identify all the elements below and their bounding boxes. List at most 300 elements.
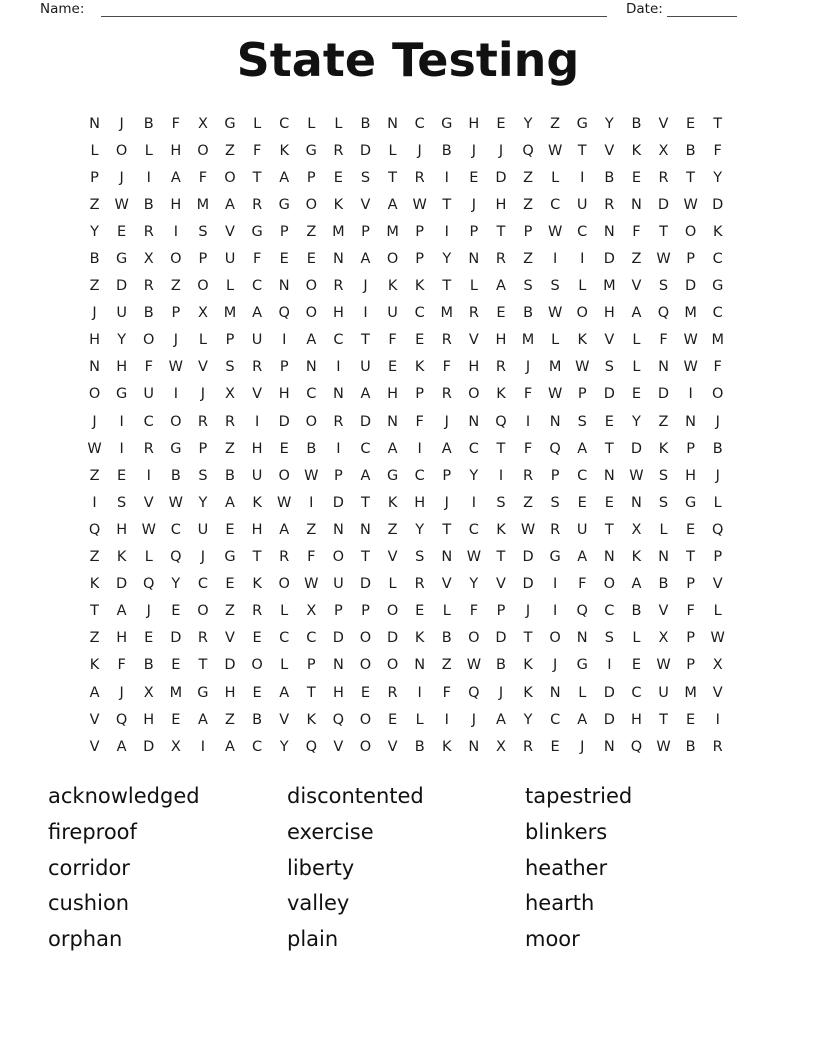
grid-letter: U <box>251 332 263 349</box>
grid-letter: T <box>604 440 614 457</box>
grid-letter: A <box>252 305 263 322</box>
grid-letter: Q <box>522 142 534 159</box>
grid-letter: Z <box>225 440 235 457</box>
word-column <box>287 779 424 958</box>
grid-letter: J <box>471 142 476 159</box>
grid-letter: N <box>468 413 480 430</box>
grid-letter: V <box>360 196 371 213</box>
name-blank-line <box>101 1 607 17</box>
grid-letter: U <box>197 521 209 538</box>
grid-letter: C <box>712 305 723 322</box>
grid-letter: V <box>712 684 723 701</box>
grid-letter: E <box>631 657 641 674</box>
grid-letter: J <box>200 386 206 403</box>
grid-letter: P <box>713 549 723 566</box>
grid-letter: V <box>225 223 235 240</box>
grid-letter: C <box>333 332 344 349</box>
grid-letter: U <box>251 467 263 484</box>
grid-letter: E <box>631 386 641 403</box>
grid-letter: C <box>252 738 263 755</box>
grid-letter: K <box>523 657 533 674</box>
word-column <box>48 779 200 958</box>
grid-letter: V <box>658 115 669 132</box>
grid-letter: Q <box>170 549 182 566</box>
grid-letter: O <box>359 738 372 755</box>
grid-letter: L <box>144 549 153 566</box>
grid-letter: K <box>442 738 452 755</box>
grid-letter: P <box>361 223 370 240</box>
grid-letter: R <box>197 630 208 647</box>
word-item: orphan <box>48 927 123 952</box>
grid-letter: W <box>656 657 671 674</box>
grid-letter: T <box>442 196 452 213</box>
grid-letter: O <box>278 467 290 484</box>
grid-letter: B <box>685 142 696 159</box>
grid-letter: R <box>252 359 263 376</box>
grid-letter: C <box>414 115 425 132</box>
grid-letter: N <box>332 657 344 674</box>
grid-letter: E <box>496 115 506 132</box>
grid-letter: P <box>550 467 560 484</box>
grid-letter: R <box>197 413 208 430</box>
grid-letter: A <box>279 169 290 186</box>
grid-letter: B <box>658 576 669 593</box>
grid-letter: G <box>441 115 453 132</box>
grid-letter: N <box>658 359 669 376</box>
grid-letter: T <box>496 549 506 566</box>
grid-letter: S <box>360 169 371 186</box>
grid-letter: Z <box>523 196 534 213</box>
grid-letter: V <box>658 603 669 620</box>
grid-letter: G <box>170 440 182 457</box>
grid-letter: D <box>278 413 290 430</box>
grid-letter: J <box>92 413 97 430</box>
grid-letter: O <box>224 169 236 186</box>
grid-letter: I <box>417 684 422 701</box>
grid-letter: J <box>417 142 422 159</box>
grid-letter: C <box>604 603 615 620</box>
grid-letter: N <box>387 115 398 132</box>
grid-letter: K <box>414 359 425 376</box>
grid-letter: T <box>442 521 452 538</box>
grid-letter: F <box>659 332 668 349</box>
grid-letter: K <box>89 657 100 674</box>
grid-letter: Z <box>89 549 100 566</box>
grid-letter: A <box>116 603 127 620</box>
grid-letter: J <box>200 549 206 566</box>
grid-letter: T <box>306 684 316 701</box>
grid-letter: X <box>658 142 669 159</box>
grid-letter: W <box>114 196 129 213</box>
grid-letter: K <box>496 521 506 538</box>
grid-letter: V <box>143 494 154 511</box>
grid-letter: P <box>686 630 695 647</box>
grid-letter: P <box>334 603 343 620</box>
grid-letter: B <box>685 738 696 755</box>
grid-letter: U <box>116 305 127 322</box>
grid-letter: Y <box>117 332 127 349</box>
grid-letter: S <box>604 630 614 647</box>
grid-letter: R <box>279 549 290 566</box>
grid-letter: C <box>170 521 181 538</box>
grid-letter: I <box>173 386 178 403</box>
grid-letter: H <box>630 711 642 728</box>
grid-letter: E <box>171 603 181 620</box>
grid-letter: K <box>631 549 642 566</box>
grid-letter: N <box>414 657 426 674</box>
grid-letter: D <box>657 386 670 403</box>
grid-letter: L <box>388 576 397 593</box>
grid-letter: E <box>279 251 289 268</box>
grid-letter: C <box>631 684 642 701</box>
grid-letter: P <box>306 657 316 674</box>
grid-letter: O <box>305 278 317 295</box>
grid-letter: H <box>495 196 507 213</box>
grid-letter: N <box>468 251 480 268</box>
grid-letter: F <box>198 169 208 186</box>
grid-letter: O <box>170 413 182 430</box>
grid-letter: O <box>278 576 290 593</box>
grid-letter: Q <box>278 305 290 322</box>
grid-letter: I <box>173 223 178 240</box>
grid-letter: P <box>415 223 425 240</box>
grid-letter: J <box>92 305 97 322</box>
grid-letter: P <box>686 440 695 457</box>
grid-letter: Y <box>469 467 479 484</box>
grid-letter: X <box>631 521 642 538</box>
grid-letter: T <box>361 332 370 349</box>
grid-letter: R <box>604 196 615 213</box>
grid-letter: C <box>279 630 290 647</box>
grid-letter: V <box>495 576 506 593</box>
grid-letter: R <box>143 223 154 240</box>
grid-letter: R <box>658 169 669 186</box>
grid-letter: M <box>521 332 535 349</box>
date-blank-line <box>667 1 737 17</box>
word-item: exercise <box>287 819 374 844</box>
grid-letter: C <box>577 467 588 484</box>
grid-letter: O <box>386 603 399 620</box>
grid-letter: D <box>170 630 182 647</box>
grid-letter: C <box>306 386 317 403</box>
grid-letter: E <box>171 657 181 674</box>
grid-letter: V <box>252 386 263 403</box>
word-item: tapestried <box>525 784 633 808</box>
grid-letter: R <box>441 386 452 403</box>
grid-letter: H <box>89 332 100 349</box>
grid-letter: K <box>116 549 127 566</box>
grid-letter: C <box>279 115 290 132</box>
grid-letter: J <box>173 332 178 349</box>
grid-letter: O <box>115 142 128 159</box>
grid-letter: N <box>603 467 615 484</box>
grid-letter: I <box>553 251 558 268</box>
grid-letter: P <box>198 440 208 457</box>
grid-letter: N <box>576 630 588 647</box>
grid-letter: K <box>712 223 723 240</box>
grid-letter: E <box>252 630 262 647</box>
grid-letter: I <box>336 440 341 457</box>
grid-letter: B <box>631 115 642 132</box>
grid-letter: B <box>143 305 154 322</box>
grid-letter: G <box>305 142 317 159</box>
grid-letter: A <box>279 684 290 701</box>
grid-letter: F <box>252 142 262 159</box>
grid-letter: D <box>359 142 372 159</box>
grid-letter: N <box>603 223 615 240</box>
grid-letter: O <box>468 386 480 403</box>
grid-letter: E <box>117 223 127 240</box>
grid-letter: D <box>495 169 507 186</box>
grid-letter: J <box>498 684 504 701</box>
grid-letter: B <box>495 657 506 674</box>
grid-letter: D <box>685 278 697 295</box>
grid-letter: P <box>496 603 506 620</box>
grid-letter: A <box>577 440 588 457</box>
grid-letter: G <box>576 657 588 674</box>
grid-letter: L <box>551 332 560 349</box>
grid-letter: W <box>168 494 183 511</box>
grid-letter: Z <box>441 657 452 674</box>
grid-letter: F <box>523 440 533 457</box>
grid-letter: N <box>387 413 398 430</box>
grid-letter: H <box>603 305 615 322</box>
grid-letter: W <box>547 223 563 240</box>
word-column <box>525 779 632 958</box>
grid-letter: Y <box>198 494 208 511</box>
grid-letter: W <box>575 359 590 376</box>
grid-letter: J <box>444 494 449 511</box>
grid-letter: B <box>631 603 642 620</box>
grid-letter: K <box>658 440 669 457</box>
grid-letter: A <box>495 711 506 728</box>
grid-letter: P <box>225 332 235 349</box>
name-label: Name: <box>40 1 85 17</box>
grid-letter: Q <box>468 684 480 701</box>
grid-letter: J <box>553 657 558 674</box>
grid-letter: P <box>361 603 370 620</box>
grid-letter: N <box>89 359 100 376</box>
grid-letter: L <box>144 142 153 159</box>
grid-letter: Z <box>225 142 235 159</box>
grid-letter: L <box>280 603 289 620</box>
grid-letter: E <box>171 711 181 728</box>
grid-letter: F <box>686 603 695 620</box>
grid-letter: T <box>388 169 397 186</box>
grid-letter: I <box>363 305 368 322</box>
grid-letter: A <box>170 169 181 186</box>
grid-letter: G <box>386 467 399 484</box>
grid-letter: B <box>604 169 615 186</box>
grid-letter: L <box>551 169 560 186</box>
grid-letter: L <box>280 657 289 674</box>
grid-letter: W <box>412 196 427 213</box>
grid-letter: Y <box>469 576 479 593</box>
word-item: blinkers <box>525 819 608 844</box>
grid-letter: T <box>252 549 262 566</box>
grid-letter: W <box>87 440 102 457</box>
grid-letter: H <box>224 684 236 701</box>
grid-letter: D <box>603 386 615 403</box>
grid-letter: O <box>603 576 616 593</box>
grid-letter: L <box>442 603 451 620</box>
grid-letter: Z <box>89 630 100 647</box>
grid-letter: Z <box>306 223 317 240</box>
grid-letter: W <box>656 251 671 268</box>
grid-letter: H <box>116 521 128 538</box>
grid-letter: H <box>468 359 480 376</box>
grid-letter: B <box>360 115 371 132</box>
grid-letter: N <box>685 413 697 430</box>
grid-letter: E <box>686 115 696 132</box>
grid-letter: Y <box>604 115 614 132</box>
grid-letter: T <box>577 142 587 159</box>
grid-letter: R <box>414 169 425 186</box>
grid-letter: N <box>549 413 561 430</box>
grid-letter: D <box>522 549 534 566</box>
grid-letter: O <box>305 196 317 213</box>
grid-letter: P <box>306 169 316 186</box>
grid-letter: F <box>469 603 479 620</box>
grid-letter: I <box>417 440 422 457</box>
grid-letter: I <box>580 251 585 268</box>
grid-letter: V <box>604 332 615 349</box>
grid-letter: Q <box>495 413 507 430</box>
grid-letter: O <box>332 549 345 566</box>
grid-letter: S <box>550 278 560 295</box>
grid-letter: O <box>386 251 399 268</box>
grid-letter: M <box>223 305 237 322</box>
grid-letter: F <box>117 657 126 674</box>
grid-letter: E <box>686 521 696 538</box>
grid-letter: D <box>657 196 670 213</box>
grid-letter: L <box>334 115 343 132</box>
grid-letter: L <box>578 278 587 295</box>
grid-letter: A <box>225 738 235 755</box>
grid-letter: P <box>523 223 533 240</box>
grid-letter: I <box>336 359 341 376</box>
grid-letter: Y <box>523 711 533 728</box>
grid-letter: M <box>332 223 345 240</box>
grid-letter: X <box>143 684 154 701</box>
grid-letter: I <box>254 413 260 430</box>
grid-letter: K <box>631 142 642 159</box>
grid-letter: S <box>198 223 208 240</box>
grid-letter: C <box>197 576 208 593</box>
grid-letter: U <box>658 684 669 701</box>
grid-letter: R <box>523 738 534 755</box>
grid-letter: L <box>713 603 722 620</box>
grid-letter: D <box>603 684 615 701</box>
grid-letter: M <box>169 684 183 701</box>
grid-letter: B <box>252 711 263 728</box>
grid-letter: Q <box>332 711 345 728</box>
grid-letter: R <box>468 305 479 322</box>
grid-letter: Z <box>306 521 317 538</box>
grid-letter: Y <box>90 223 99 240</box>
grid-letter: B <box>143 657 154 674</box>
grid-letter: I <box>553 576 558 593</box>
grid-letter: Y <box>415 521 425 538</box>
grid-letter: W <box>683 196 698 213</box>
grid-letter: C <box>252 278 263 295</box>
grid-letter: W <box>520 521 536 538</box>
grid-letter: T <box>523 630 533 647</box>
grid-letter: J <box>146 603 151 620</box>
grid-letter: Z <box>89 196 100 213</box>
grid-letter: B <box>523 305 534 322</box>
grid-letter: Z <box>89 278 100 295</box>
grid-letter: H <box>116 630 128 647</box>
grid-letter: I <box>119 440 124 457</box>
grid-letter: Z <box>387 521 398 538</box>
word-item: moor <box>525 927 580 952</box>
grid-letter: N <box>441 549 453 566</box>
grid-letter: Q <box>711 521 724 538</box>
grid-letter: A <box>360 386 371 403</box>
grid-letter: B <box>143 115 154 132</box>
grid-letter: Z <box>225 711 235 728</box>
grid-letter: S <box>117 494 127 511</box>
grid-letter: F <box>632 223 641 240</box>
grid-letter: H <box>332 305 344 322</box>
grid-letter: A <box>441 440 452 457</box>
grid-letter: Y <box>631 413 641 430</box>
grid-letter: J <box>715 467 720 484</box>
grid-letter: U <box>360 359 371 376</box>
grid-letter: E <box>686 711 696 728</box>
grid-letter: T <box>252 169 262 186</box>
grid-letter: S <box>496 494 506 511</box>
grid-letter: L <box>632 630 641 647</box>
grid-letter: P <box>198 251 208 268</box>
grid-letter: E <box>604 494 614 511</box>
grid-letter: K <box>387 278 398 295</box>
grid-letter: O <box>170 251 182 268</box>
grid-letter: E <box>469 169 479 186</box>
grid-letter: O <box>197 142 209 159</box>
grid-letter: F <box>713 142 722 159</box>
grid-letter: R <box>333 413 344 430</box>
grid-letter: B <box>441 630 452 647</box>
grid-letter: V <box>468 332 479 349</box>
grid-letter: N <box>630 196 642 213</box>
grid-letter: G <box>712 278 724 295</box>
grid-letter: C <box>712 251 723 268</box>
grid-letter: N <box>603 738 615 755</box>
grid-letter: P <box>469 223 479 240</box>
grid-letter: J <box>471 196 476 213</box>
grid-letter: F <box>442 359 451 376</box>
grid-letter: B <box>225 467 235 484</box>
grid-letter: I <box>119 413 124 430</box>
grid-letter: P <box>171 305 181 322</box>
grid-letter: O <box>197 278 209 295</box>
grid-letter: D <box>603 711 615 728</box>
grid-letter: K <box>414 278 425 295</box>
grid-letter: D <box>386 630 399 647</box>
grid-letter: R <box>252 196 263 213</box>
grid-letter: P <box>686 657 695 674</box>
grid-letter: X <box>225 386 235 403</box>
grid-letter: D <box>359 576 372 593</box>
grid-letter: H <box>143 711 155 728</box>
grid-letter: I <box>580 169 585 186</box>
grid-letter: R <box>143 440 154 457</box>
grid-letter: B <box>414 738 425 755</box>
word-item: cushion <box>48 891 130 916</box>
grid-letter: Z <box>225 603 235 620</box>
